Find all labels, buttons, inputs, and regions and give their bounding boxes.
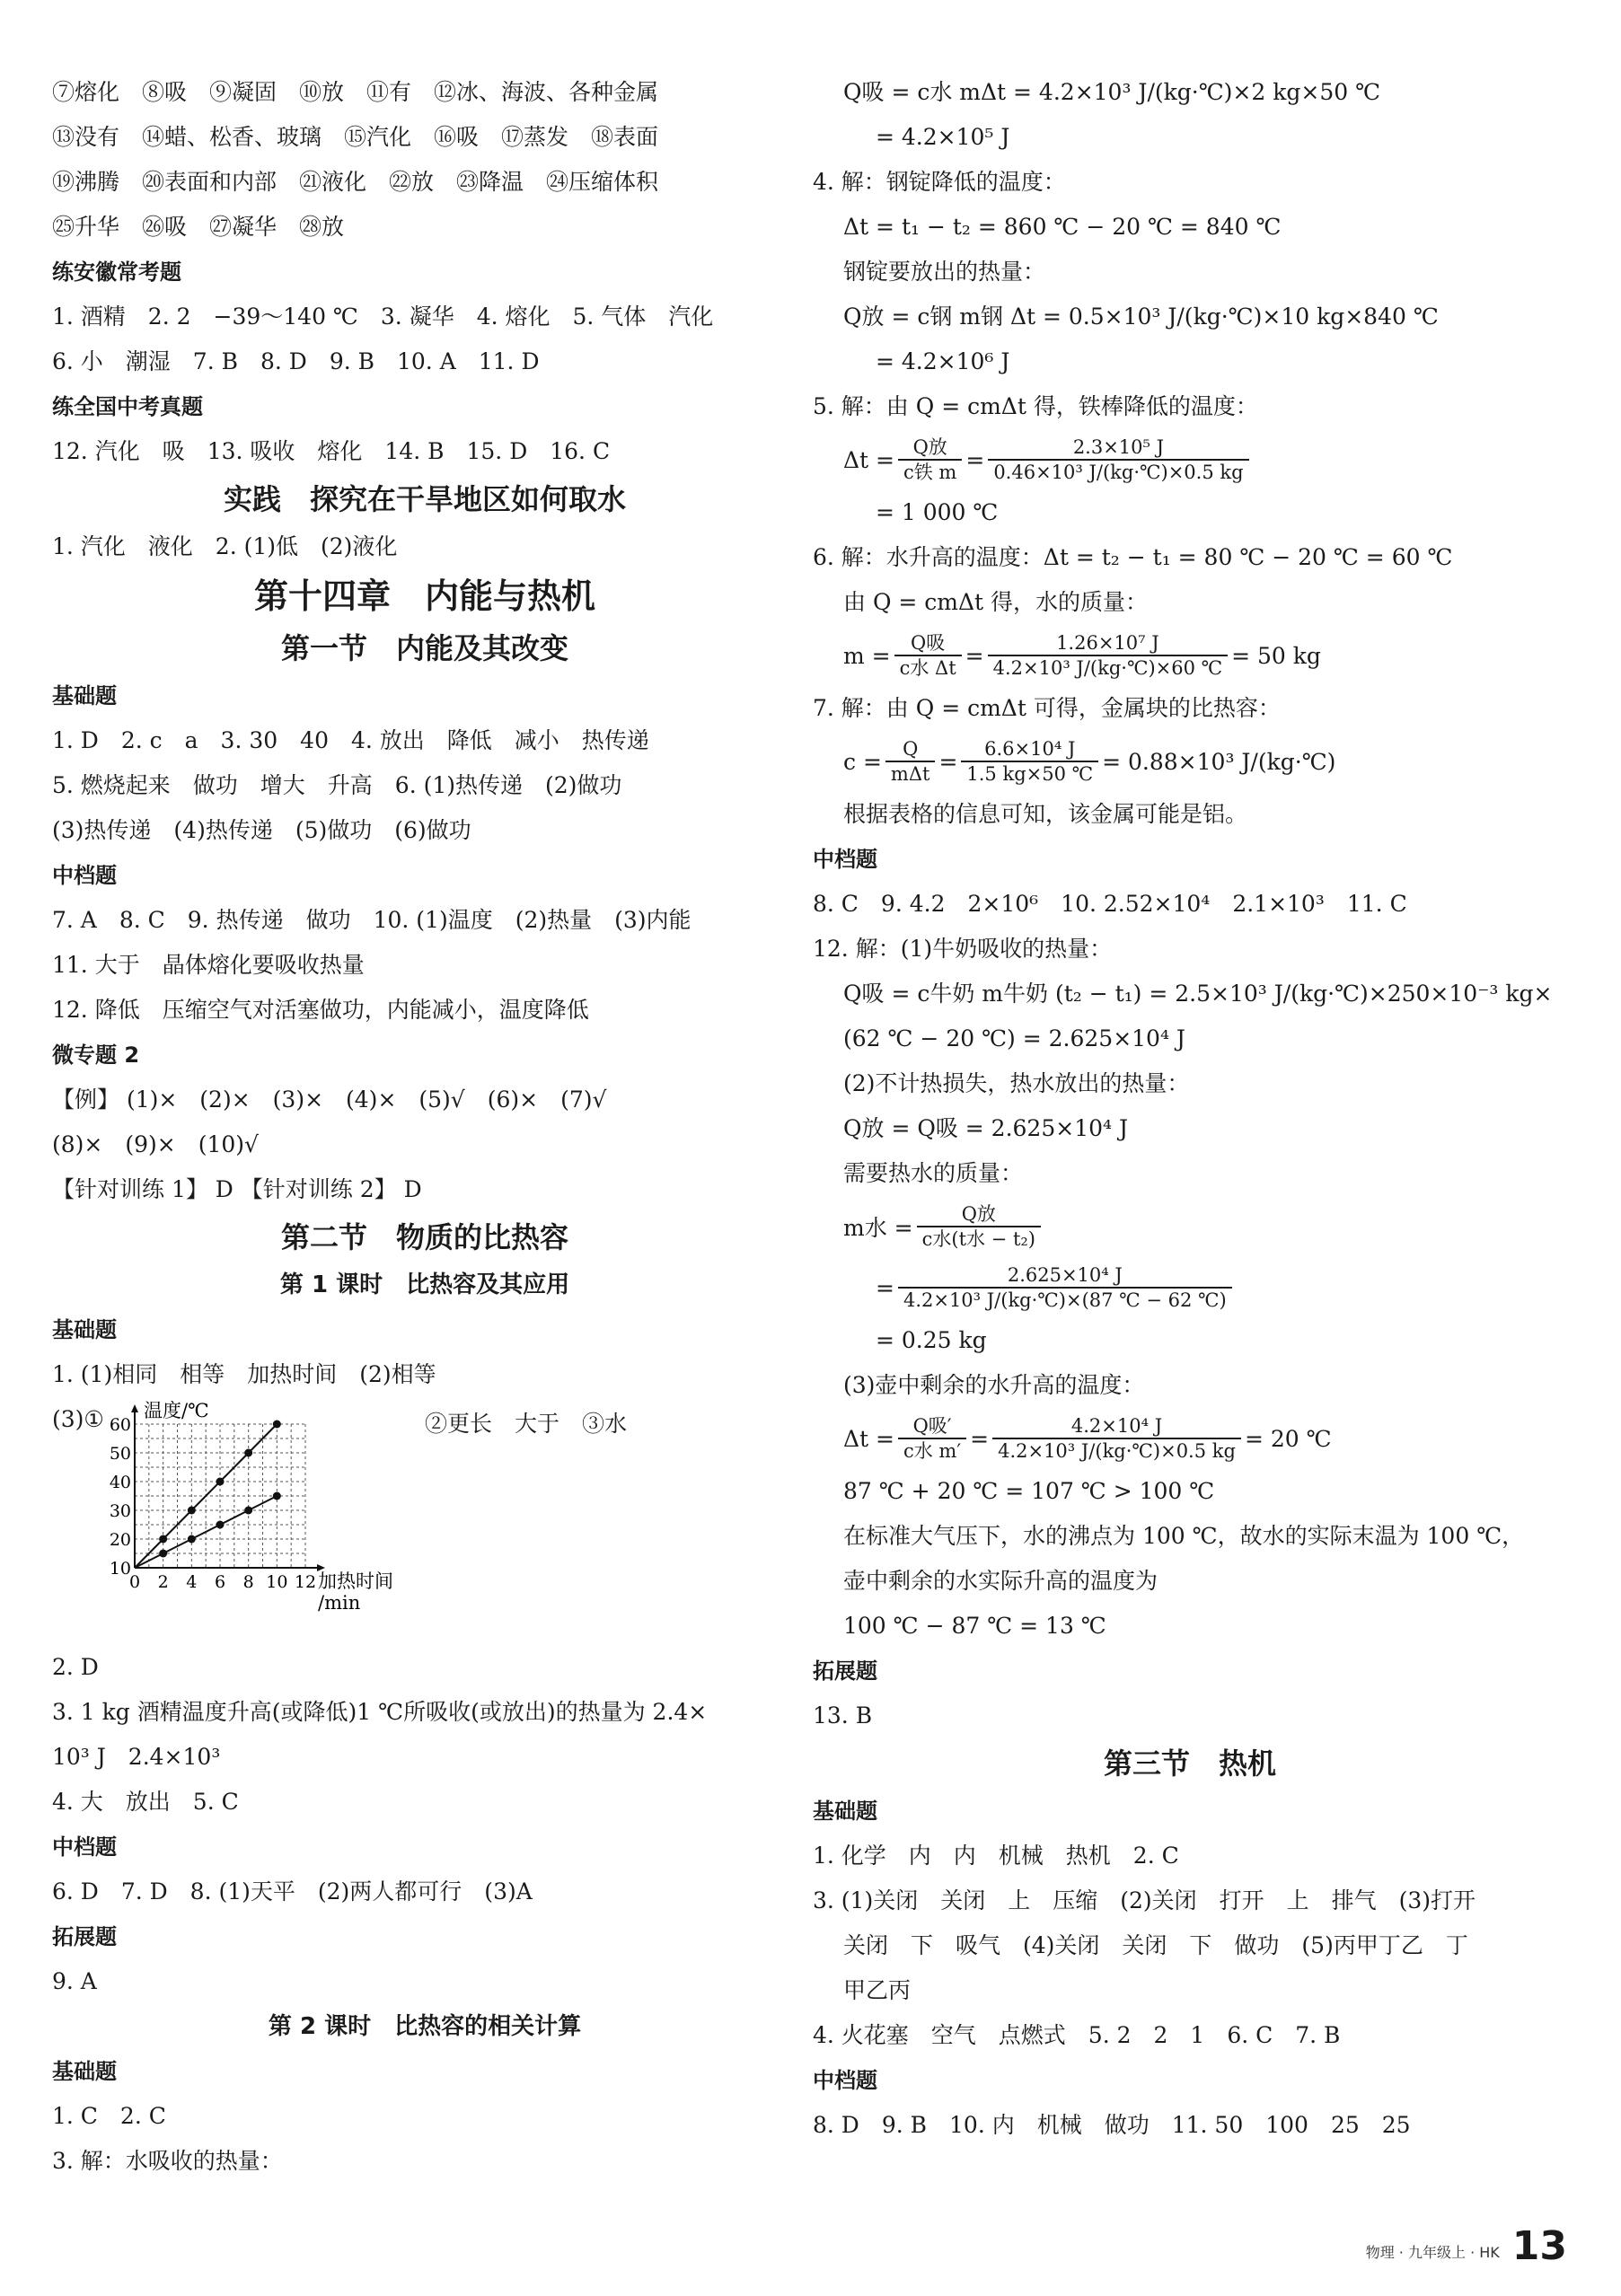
fraction <box>898 435 962 484</box>
answer-line: (8)× (9)× (10)√ <box>52 1131 259 1157</box>
temperature-time-chart <box>52 1397 411 1645</box>
fraction <box>988 631 1229 680</box>
answer-line: 11. 大于 晶体熔化要吸收热量 <box>52 952 365 978</box>
answer-line: 9. A <box>52 1968 97 1994</box>
answer-line: ⑲沸腾 ⑳表面和内部 ㉑液化 ㉒放 ㉓降温 ㉔压缩体积 <box>52 169 659 195</box>
formula-lhs: c = <box>843 748 882 775</box>
answer-line: 6. 小 潮湿 7. B 8. D 9. B 10. A 11. D <box>52 348 540 374</box>
answer-line: 钢锭要放出的热量： <box>843 259 1046 285</box>
answer-line: 7. 解：由 Q = cmΔt 可得，金属块的比热容： <box>813 695 1281 721</box>
answer-prefix: (3)① <box>52 1406 104 1432</box>
x-tick-label: 0 <box>128 1572 141 1592</box>
subheading-anhui: 练安徽常考题 <box>52 260 181 285</box>
answer-line: (3)热传递 (4)热传递 (5)做功 (6)做功 <box>52 817 471 843</box>
numerator: Q吸′ <box>912 1415 952 1437</box>
equals-sign: = <box>965 446 985 473</box>
answer-line: 3. (1)关闭 关闭 上 压缩 (2)关闭 打开 上 排气 (3)打开 <box>813 1887 1476 1913</box>
equals-sign: = <box>938 748 958 775</box>
fraction-formula <box>813 1408 1567 1469</box>
equals-sign: = <box>965 642 984 669</box>
answer-line: 【针对训练 1】 D 【针对训练 2】 D <box>52 1176 422 1202</box>
numerator: 4.2×10⁴ J <box>1070 1415 1163 1437</box>
answer-line: 3. 1 kg 酒精温度升高(或降低)1 ℃所吸收(或放出)的热量为 2.4× <box>52 1699 708 1725</box>
data-point <box>244 1507 252 1515</box>
data-point <box>273 1492 281 1500</box>
formula-lhs: Δt = <box>843 1425 894 1452</box>
answer-line: 10³ J 2.4×10³ <box>52 1744 221 1770</box>
numerator: Q放 <box>961 1203 996 1225</box>
fraction-formula <box>813 429 1567 490</box>
answer-line: 13. B <box>813 1702 873 1729</box>
y-tick-label: 30 <box>109 1501 131 1521</box>
answer-line: 在标准大气压下，水的沸点为 100 ℃，故水的实际末温为 100 ℃， <box>843 1523 1525 1549</box>
formula-rhs: = 50 kg <box>1231 642 1321 669</box>
answer-line: 7. A 8. C 9. 热传递 做功 10. (1)温度 (2)热量 (3)内能 <box>52 907 692 933</box>
answer-line: 8. D 9. B 10. 内 机械 做功 11. 50 100 25 25 <box>813 2112 1411 2138</box>
answer-line: 1. 化学 内 内 机械 热机 2. C <box>813 1843 1179 1869</box>
denominator: 4.2×10³ J/(kg·℃)×(87 ℃ − 62 ℃) <box>898 1287 1232 1312</box>
formula-line: Δt = t₁ − t₂ = 860 ℃ − 20 ℃ = 840 ℃ <box>843 214 1282 240</box>
data-point <box>273 1421 281 1429</box>
denominator: 4.2×10³ J/(kg·℃)×60 ℃ <box>988 655 1229 680</box>
subheading-mid: 中档题 <box>52 1834 117 1860</box>
answer-suffix: ②更长 大于 ③水 <box>425 1411 628 1437</box>
answer-line: 8. C 9. 4.2 2×10⁶ 10. 2.52×10⁴ 2.1×10³ 11. C <box>813 891 1407 917</box>
x-axis-label-unit: /min <box>318 1592 361 1614</box>
practice-title: 实践 探究在干旱地区如何取水 <box>223 482 626 516</box>
data-point <box>244 1449 252 1457</box>
numerator: 1.26×10⁷ J <box>1056 632 1159 654</box>
answer-line: 5. 燃烧起来 做功 增大 升高 6. (1)热传递 (2)做功 <box>52 772 622 798</box>
left-column <box>52 70 797 2184</box>
formula-lhs: Δt = <box>843 446 894 473</box>
formula-line: = 1 000 ℃ <box>876 499 999 525</box>
answer-line: 6. 解：水升高的温度：Δt = t₂ − t₁ = 80 ℃ − 20 ℃ = 60 ℃ <box>813 544 1453 570</box>
fraction <box>898 1414 966 1463</box>
x-tick-label: 6 <box>214 1572 226 1592</box>
answer-line: 6. D 7. D 8. (1)天平 (2)两人都可行 (3)A <box>52 1878 533 1905</box>
numerator: 6.6×10⁴ J <box>984 738 1076 760</box>
formula-rhs: = 0.88×10³ J/(kg·℃) <box>1102 748 1336 775</box>
denominator: 0.46×10³ J/(kg·℃)×0.5 kg <box>988 459 1248 484</box>
answer-line: 1. 酒精 2. 2 −39～140 ℃ 3. 凝华 4. 熔化 5. 气体 汽化 <box>52 303 714 330</box>
page-number: 13 <box>1511 2223 1567 2269</box>
answer-line: 需要热水的质量： <box>843 1160 1024 1186</box>
data-point <box>159 1535 167 1544</box>
answer-line: 由 Q = cmΔt 得，水的质量： <box>843 589 1149 615</box>
answer-line: 1. C 2. C <box>52 2103 166 2129</box>
x-tick-label: 12 <box>294 1572 317 1592</box>
fraction <box>898 1263 1232 1312</box>
data-point <box>188 1535 196 1544</box>
answer-line: 【例】 (1)× (2)× (3)× (4)× (5)√ (6)× (7)√ <box>52 1086 607 1113</box>
answer-line: 壶中剩余的水实际升高的温度为 <box>843 1568 1158 1594</box>
subheading-basic: 基础题 <box>52 683 117 708</box>
answer-line: 3. 解：水吸收的热量： <box>52 2148 283 2174</box>
subheading-mid: 中档题 <box>813 847 877 872</box>
y-tick-label: 20 <box>109 1530 131 1550</box>
denominator: c水 m′ <box>898 1438 966 1463</box>
answer-line: 1. (1)相同 相等 加热时间 (2)相等 <box>52 1361 436 1387</box>
y-tick-label: 60 <box>109 1415 131 1435</box>
denominator: c铁 m <box>898 459 962 484</box>
answer-line: 4. 大 放出 5. C <box>52 1789 239 1815</box>
formula-lhs: m水 = <box>843 1215 913 1241</box>
answer-line: 关闭 下 吸气 (4)关闭 关闭 下 做功 (5)丙甲丁乙 丁 <box>843 1932 1468 1958</box>
fraction <box>992 1414 1241 1463</box>
x-tick-label: 8 <box>242 1572 254 1592</box>
formula-line: Q吸 = c牛奶 m牛奶 (t₂ − t₁) = 2.5×10³ J/(kg·℃)×250×10⁻³ kg× <box>843 981 1553 1007</box>
answer-line: 4. 解：钢锭降低的温度： <box>813 169 1066 195</box>
formula-line: = 4.2×10⁵ J <box>876 124 1010 150</box>
denominator: c水 Δt <box>894 655 962 680</box>
x-tick-label: 2 <box>157 1572 169 1592</box>
numerator: Q <box>903 738 919 760</box>
subheading-micro: 微专题 2 <box>52 1042 140 1068</box>
answer-line: 根据表格的信息可知，该金属可能是铝。 <box>843 801 1248 827</box>
y-tick-label: 10 <box>109 1559 131 1579</box>
data-point <box>159 1550 167 1558</box>
fraction <box>988 435 1248 484</box>
y-axis-arrow <box>131 1404 138 1412</box>
y-axis-label: 温度/℃ <box>144 1400 209 1421</box>
fraction <box>917 1202 1041 1251</box>
subheading-national: 练全国中考真题 <box>52 394 203 419</box>
answer-line: 12. 汽化 吸 13. 吸收 熔化 14. B 15. D 16. C <box>52 438 611 464</box>
y-tick-label: 50 <box>109 1444 131 1464</box>
right-column <box>813 70 1567 2148</box>
formula-line: Q放 = c钢 m钢 Δt = 0.5×10³ J/(kg·℃)×10 kg×840 ℃ <box>843 303 1439 330</box>
formula-line: (62 ℃ − 20 ℃) = 2.625×10⁴ J <box>843 1025 1185 1051</box>
formula-line: Q放 = Q吸 = 2.625×10⁴ J <box>843 1115 1128 1141</box>
section-title: 第一节 内能及其改变 <box>280 631 568 665</box>
lesson-title: 第 2 课时 比热容的相关计算 <box>268 2013 582 2040</box>
formula-lhs: m = <box>843 642 891 669</box>
formula-lhs: = <box>876 1274 894 1301</box>
data-point <box>216 1521 225 1529</box>
x-tick-label: 4 <box>186 1572 198 1592</box>
fraction-formula <box>813 625 1567 686</box>
answer-line: 2. D <box>52 1654 99 1680</box>
formula-rhs: = 20 ℃ <box>1244 1425 1332 1452</box>
fraction-formula <box>813 731 1567 792</box>
section-title: 第二节 物质的比热容 <box>280 1220 568 1254</box>
x-tick-label: 10 <box>266 1572 288 1592</box>
formula-line: = 4.2×10⁶ J <box>876 348 1010 374</box>
numerator: 2.625×10⁴ J <box>1007 1264 1123 1286</box>
fraction <box>961 737 1098 786</box>
fraction <box>894 631 962 680</box>
denominator: 4.2×10³ J/(kg·℃)×0.5 kg <box>992 1438 1241 1463</box>
answer-line: 1. 汽化 液化 2. (1)低 (2)液化 <box>52 533 398 559</box>
fraction <box>885 737 936 786</box>
subheading-extension: 拓展题 <box>52 1924 117 1949</box>
answer-line: ㉕升华 ㉖吸 ㉗凝华 ㉘放 <box>52 214 345 240</box>
numerator: Q放 <box>912 436 947 458</box>
answer-line: 5. 解：由 Q = cmΔt 得，铁棒降低的温度： <box>813 393 1258 419</box>
subheading-mid: 中档题 <box>52 863 117 888</box>
answer-line: 12. 解：(1)牛奶吸收的热量： <box>813 936 1113 962</box>
formula-line: 100 ℃ − 87 ℃ = 13 ℃ <box>843 1613 1106 1639</box>
formula-line: = 0.25 kg <box>876 1327 987 1353</box>
denominator: 1.5 kg×50 ℃ <box>961 761 1098 786</box>
numerator: 2.3×10⁵ J <box>1072 436 1165 458</box>
page-footer <box>1366 2223 1567 2269</box>
answer-line: ⑦熔化 ⑧吸 ⑨凝固 ⑩放 ⑪有 ⑫冰、海波、各种金属 <box>52 79 659 105</box>
answer-line: 4. 火花塞 空气 点燃式 5. 2 2 1 6. C 7. B <box>813 2022 1341 2048</box>
section-title: 第三节 热机 <box>1103 1746 1276 1781</box>
formula-line: 87 ℃ + 20 ℃ = 107 ℃ > 100 ℃ <box>843 1478 1215 1504</box>
x-axis-label: 加热时间 <box>318 1570 393 1592</box>
fraction-formula <box>813 1257 1567 1318</box>
answer-line: 12. 降低 压缩空气对活塞做功，内能减小，温度降低 <box>52 997 589 1023</box>
formula-line: Q吸 = c水 mΔt = 4.2×10³ J/(kg·℃)×2 kg×50 ℃ <box>843 79 1381 105</box>
subheading-extension: 拓展题 <box>813 1658 877 1684</box>
footer-subject: 物理 · 九年级上 · HK <box>1365 2244 1500 2261</box>
lesson-title: 第 1 课时 比热容及其应用 <box>279 1271 570 1298</box>
equals-sign: = <box>970 1425 990 1452</box>
fraction-formula <box>813 1196 1567 1257</box>
answer-line: 甲乙丙 <box>843 1977 912 2003</box>
answer-line: (2)不计热损失，热水放出的热量： <box>843 1070 1190 1096</box>
answer-line: ⑬没有 ⑭蜡、松香、玻璃 ⑮汽化 ⑯吸 ⑰蒸发 ⑱表面 <box>52 124 659 150</box>
answer-line: (3)壶中剩余的水升高的温度： <box>843 1372 1145 1398</box>
subheading-basic: 基础题 <box>813 1799 877 1824</box>
y-tick-label: 40 <box>109 1473 131 1492</box>
chart-block <box>52 1397 797 1645</box>
data-point <box>188 1507 196 1515</box>
answer-line: 1. D 2. c a 3. 30 40 4. 放出 降低 减小 热传递 <box>52 727 649 753</box>
denominator: mΔt <box>885 761 936 786</box>
numerator: Q吸 <box>911 632 946 654</box>
subheading-basic: 基础题 <box>52 2059 117 2084</box>
denominator: c水(t水 − t₂) <box>917 1226 1041 1251</box>
data-point <box>216 1478 225 1486</box>
subheading-mid: 中档题 <box>813 2068 877 2093</box>
subheading-basic: 基础题 <box>52 1317 117 1342</box>
chapter-title: 第十四章 内能与热机 <box>253 576 595 616</box>
